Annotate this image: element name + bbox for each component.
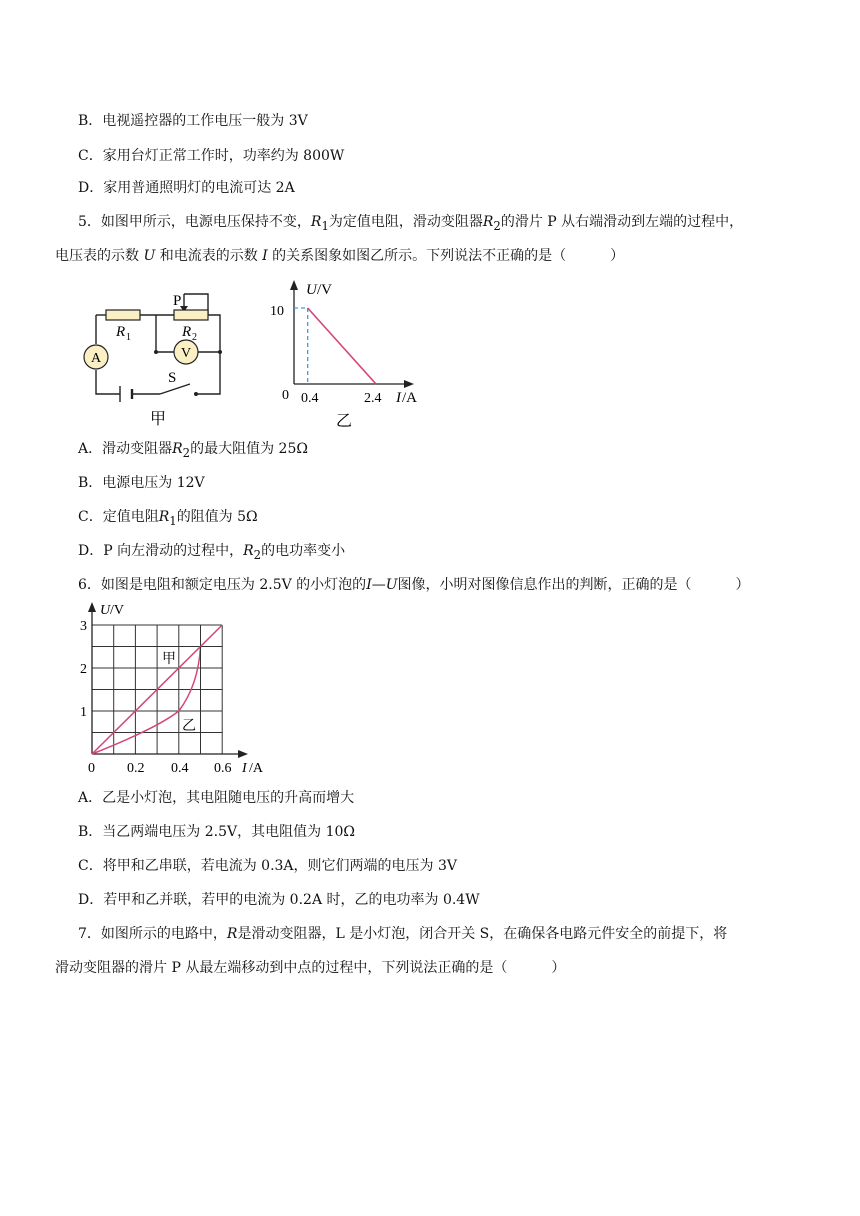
curve-label-yi: 乙 <box>182 719 196 734</box>
curve-label-jia: 甲 <box>162 652 176 667</box>
q6-option-b: B．当乙两端电压为 2.5V，其电阻值为 10Ω <box>78 824 355 840</box>
q5-stem-line1: 5．如图甲所示，电源电压保持不变，$R_1$为定值电阻，滑动变阻器$R_2$的滑片 P 从右端滑动到左端的过程中， <box>78 214 744 233</box>
y-tick-2: 2 <box>80 662 87 677</box>
junction-dot <box>218 350 222 354</box>
figure-caption-jia: 甲 <box>150 411 167 428</box>
y-axis-label: U <box>306 282 317 298</box>
x-tick-0-4: 0.4 <box>171 761 189 776</box>
q4-option-d: D．家用普通照明灯的电流可达 2A <box>78 180 295 196</box>
q5-ui-graph <box>268 272 438 432</box>
y-axis-label: U <box>100 603 111 618</box>
u-i-line <box>308 308 376 384</box>
resistor-r2 <box>174 310 208 320</box>
q4-option-b: B．电视遥控器的工作电压一般为 3V <box>78 113 308 129</box>
x-axis-arrow-icon <box>404 380 414 388</box>
r2-label-sub: 2 <box>192 332 197 343</box>
q5-stem-line2: 电压表的示数 U 和电流表的示数 I 的关系图象如图乙所示。下列说法不正确的是（ ） <box>55 248 625 264</box>
q6-option-c: C．将甲和乙串联，若电流为 0.3A，则它们两端的电压为 3V <box>78 858 458 874</box>
q6-stem: 6．如图是电阻和额定电压为 2.5V 的小灯泡的I—U图像，小明对图像信息作出的判断，正确的是（ ） <box>78 577 750 593</box>
r2-label: R <box>182 324 192 340</box>
x-axis-label: I <box>396 390 401 406</box>
q5-option-d: D．P 向左滑动的过程中，$R_2$的电功率变小 <box>78 543 346 562</box>
origin-label: 0 <box>282 388 289 403</box>
q5-option-a: A．滑动变阻器$R_2$的最大阻值为 25Ω <box>78 441 308 460</box>
x-tick-0-6: 0.6 <box>214 761 232 776</box>
x-axis-arrow-icon <box>238 750 248 758</box>
x-tick-0-4: 0.4 <box>301 391 319 406</box>
q4-option-c: C．家用台灯正常工作时，功率约为 800W <box>78 148 345 164</box>
x-axis-unit: /A <box>249 761 263 776</box>
r1-label: R <box>116 324 126 340</box>
slider-label-p: P <box>173 293 182 309</box>
q5-option-b: B．电源电压为 12V <box>78 475 205 491</box>
q6-iu-graph <box>74 600 274 780</box>
q5-option-c: C．定值电阻$R_1$的阻值为 5Ω <box>78 509 258 528</box>
y-tick-1: 1 <box>80 705 87 720</box>
y-axis-unit: /V <box>110 603 124 618</box>
y-tick-3: 3 <box>80 619 87 634</box>
switch-label: S <box>168 370 177 386</box>
junction-dot <box>154 350 158 354</box>
r1-label-sub: 1 <box>126 332 131 343</box>
q7-stem-line1: 7．如图所示的电路中，R是滑动变阻器，L 是小灯泡，闭合开关 S，在确保各电路元件安全的前提下，将 <box>78 926 728 942</box>
x-tick-0-2: 0.2 <box>127 761 145 776</box>
x-axis-unit: /A <box>402 390 417 406</box>
resistor-r1 <box>106 310 140 320</box>
y-axis-unit: /V <box>317 282 332 298</box>
q6-option-d: D．若甲和乙并联，若甲的电流为 0.2A 时，乙的电功率为 0.4W <box>78 892 480 908</box>
q7-stem-line2: 滑动变阻器的滑片 P 从最左端移动到中点的过程中，下列说法正确的是（ ） <box>55 960 566 976</box>
switch-contact-dot <box>194 392 198 396</box>
figure-caption-yi: 乙 <box>336 413 353 430</box>
q5-circuit-diagram <box>76 284 236 434</box>
y-axis-arrow-icon <box>290 280 298 290</box>
q6-option-a: A．乙是小灯泡，其电阻随电压的升高而增大 <box>78 790 355 806</box>
ammeter-label: A <box>90 351 102 366</box>
voltmeter-label: V <box>180 346 192 361</box>
x-tick-2-4: 2.4 <box>364 391 382 406</box>
x-axis-label: I <box>242 761 247 776</box>
x-tick-0: 0 <box>88 761 95 776</box>
y-axis-arrow-icon <box>88 602 96 612</box>
y-tick-10: 10 <box>270 304 284 319</box>
